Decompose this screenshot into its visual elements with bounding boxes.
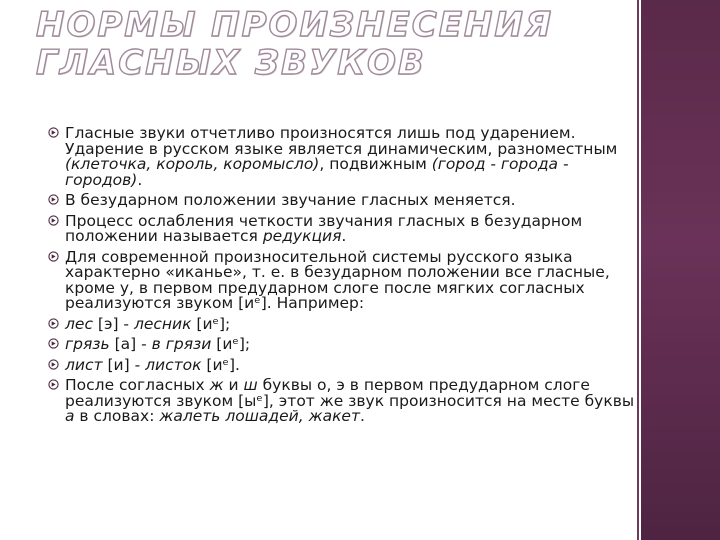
decorative-sidebar (641, 0, 720, 540)
italic-examples: (клеточка, король, коромысло) (65, 155, 320, 173)
circled-arrow-icon (48, 251, 59, 262)
text-run: Процесс ослабления четкости звучания гласных в безударном положении называется (65, 211, 583, 245)
text-run: . (341, 227, 347, 245)
text-run: [иᵉ]; (211, 335, 251, 353)
text-run: [а] - (109, 335, 152, 353)
circled-arrow-icon (48, 318, 59, 329)
text-run: Для современной произносительной системы русского языка характерно «иканье», т. е. в безударном положении все гласные, кроме у, в первом предударном слоге после мягких согласных реализуются звуком [иᵉ]. Например: (65, 247, 610, 312)
list-item (48, 193, 643, 209)
circled-arrow-icon (48, 379, 59, 390)
italic-term: редукция (262, 227, 342, 245)
slide-title: НОРМЫ ПРОИЗНЕСЕНИЯ ГЛАСНЫХ ЗВУКОВ (36, 5, 554, 83)
italic-word: листок (145, 355, 202, 374)
sidebar-divider (637, 0, 639, 540)
list-item (48, 247, 643, 312)
list-item (48, 337, 643, 353)
italic-letter: ш (243, 376, 258, 394)
text-run: В безударном положении звучание гласных меняется. (65, 191, 516, 209)
list-item (48, 126, 643, 188)
circled-arrow-icon (48, 359, 59, 370)
list-item (48, 355, 643, 374)
circled-arrow-icon (48, 194, 59, 205)
text-run: [и] - (102, 355, 146, 374)
text-run: , подвижным (319, 155, 432, 173)
circled-arrow-icon (48, 215, 59, 226)
list-item (48, 211, 643, 245)
text-run: в словах: (74, 407, 160, 425)
text-run: . (360, 407, 365, 425)
circled-arrow-icon (48, 338, 59, 349)
text-run: и (223, 376, 244, 394)
bullet-list (48, 126, 643, 430)
italic-word: лист (65, 355, 103, 374)
text-run: [иᵉ]; (191, 314, 231, 333)
circled-arrow-icon (48, 127, 59, 138)
italic-examples: жалеть лошадей, жакет (159, 407, 360, 425)
italic-examples: (город - города - городов) (65, 155, 569, 189)
italic-word: лесник (133, 314, 192, 333)
list-item (48, 378, 643, 425)
text-run: Гласные звуки отчетливо произносятся лишь под ударением. Ударение в русском языке является динамическим, разноместным (65, 124, 618, 158)
italic-letter: а (65, 407, 75, 425)
text-run: . (137, 170, 143, 189)
italic-word: в грязи (151, 335, 212, 353)
text-run: После согласных (65, 376, 210, 394)
list-item (48, 314, 643, 333)
italic-letter: ж (209, 376, 224, 394)
italic-word: грязь (65, 335, 110, 353)
text-run: [иᵉ]. (201, 355, 240, 374)
italic-word: лес (65, 314, 93, 333)
text-run: буквы о, э в первом предударном слоге реализуются звуком [ыᵉ], этот же звук произносится на месте буквы (65, 376, 635, 410)
text-run: [э] - (92, 314, 134, 333)
